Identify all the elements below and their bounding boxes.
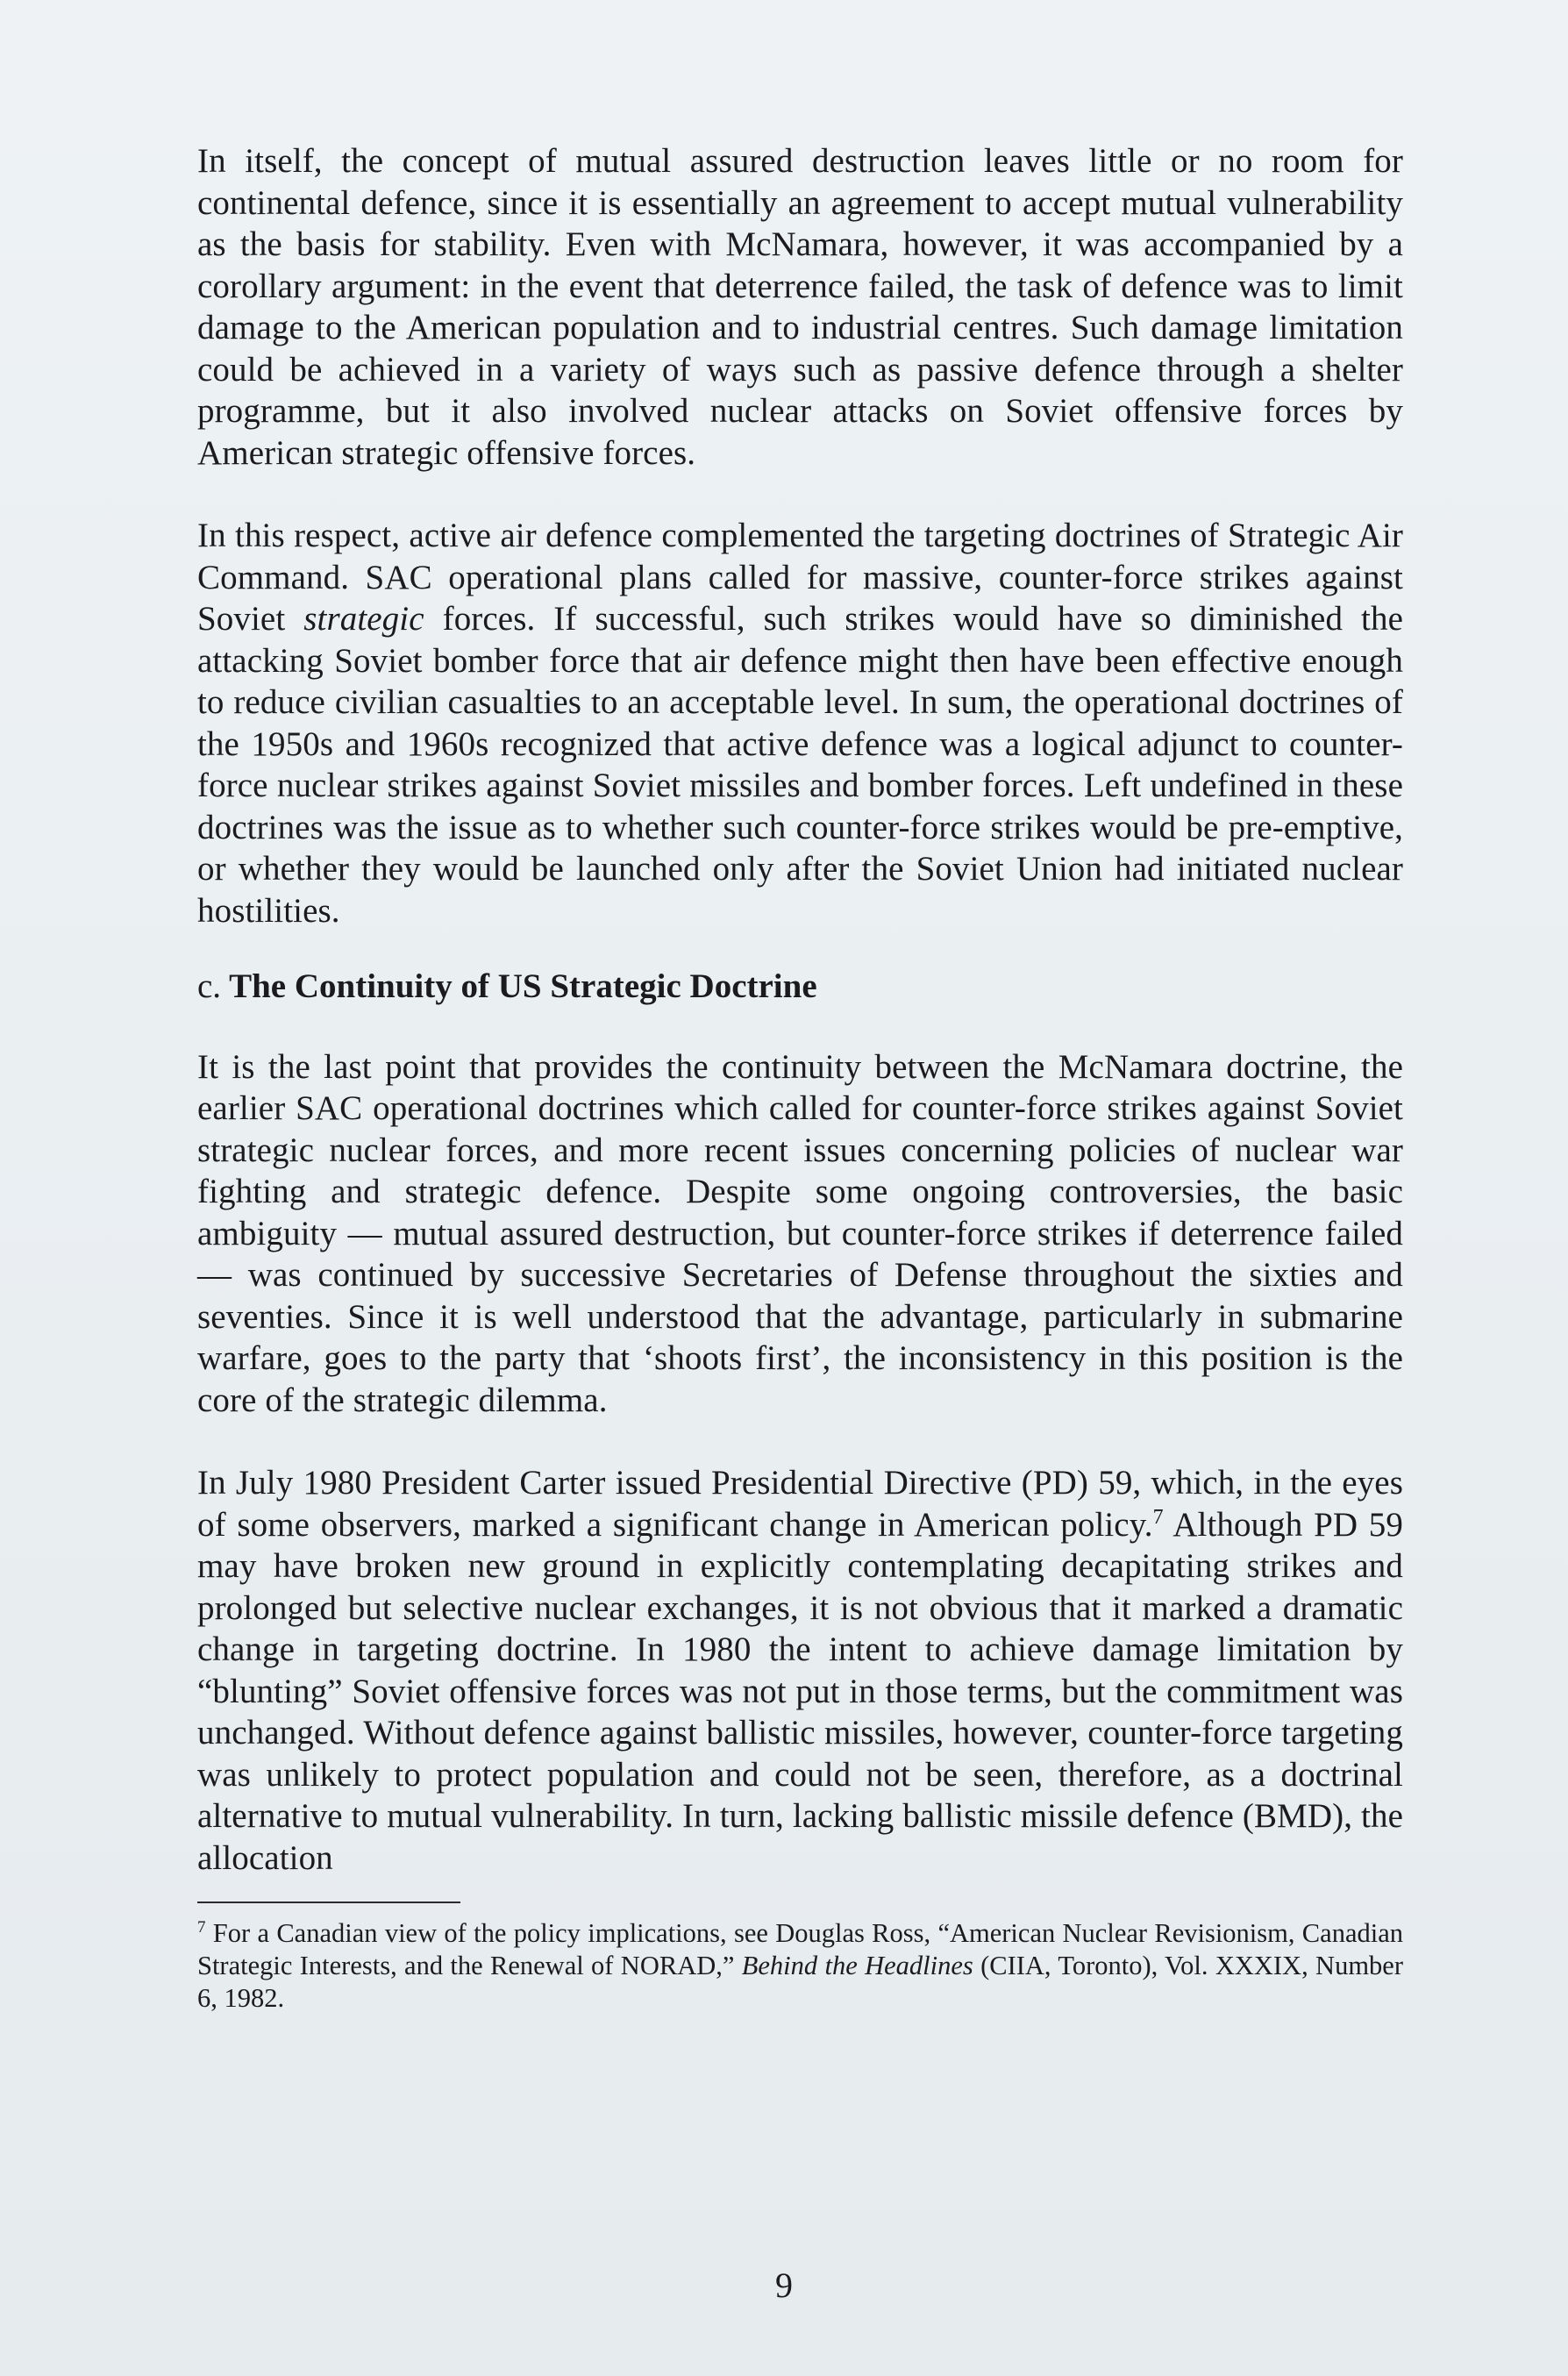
paragraph-text: Although PD 59 may have broken new ground in explicitly contemplating decapitating strikes and prolonged but selective nuclear exchanges, it is not obvious that it marked a dramatic change in targeting doctrine. In 1980 the intent to achieve damage limitation by “blunting” Soviet offensive forces was not put in those terms, but the commitment was unchanged. Without defence against ballistic missiles, however, counter-force targeting was unlikely to protect population and could not be seen, therefore, as a doctrinal alternative to mutual vulnerability. In turn, lacking ballistic missile defence (BMD), the allocation (197, 1505, 1403, 1877)
footnote-7 (197, 1917, 1403, 2015)
paragraph-text: In itself, the concept of mutual assured destruction leaves little or no room for continental defence, since it is essentially an agreement to accept mutual vulnerability as the basis for stability. Even with McNamara, however, it was accompanied by a corollary argument: in the event that deterrence failed, the task of defence was to limit damage to the American population and to industrial centres. Such damage limitation could be achieved in a variety of ways such as passive defence through a shelter programme, but it also involved nuclear attacks on Soviet offensive forces by American strategic offensive forces. (197, 142, 1403, 472)
footnote-reference: 7 (1152, 1505, 1164, 1529)
section-heading (197, 966, 1403, 1008)
paragraph-text: In this respect, active air defence complemented the targeting doctrines of Strategic Air Command. SAC operational plans called for massive, counter-force strikes against Soviet (197, 517, 1403, 638)
paragraph-active-air-defence (197, 515, 1403, 931)
paragraph-mutual-assured-destruction (197, 140, 1403, 474)
paragraph-pd-59 (197, 1462, 1403, 1879)
text-column (197, 140, 1403, 2015)
footnote-text: For a Canadian view of the policy implications, see Douglas Ross, “American Nuclear Revisionism, Canadian Strategic Interests, and the Renewal of NORAD,” (197, 1918, 1403, 1980)
paragraph-text: In July 1980 President Carter issued Presidential Directive (PD) 59, which, in the eyes of some observers, marked a significant change in American policy. (197, 1464, 1403, 1544)
footnote-text: (CIIA, Toronto), Vol. XXXIX, Number 6, 1982. (197, 1951, 1403, 2013)
emphasis-strategic: strategic (303, 600, 424, 638)
footnote-title-emphasis: Behind the Headlines (741, 1951, 973, 1980)
footnote-divider (197, 1902, 460, 1903)
section-title: The Continuity of US Strategic Doctrine (229, 967, 817, 1005)
paragraph-text: forces. If successful, such strikes would have so diminished the attacking Soviet bomber force that air defence might then have been effective enough to reduce civilian casualties to an acceptable level. In sum, the operational doctrines of the 1950s and 1960s recognized that active defence was a logical adjunct to counter-force nuclear strikes against Soviet missiles and bomber forces. Left undefined in these doctrines was the issue as to whether such counter-force strikes would be pre-emptive, or whether they would be launched only after the Soviet Union had initiated nuclear hostilities. (197, 600, 1403, 930)
paragraph-text: It is the last point that provides the continuity between the McNamara doctrine, the earlier SAC operational doctrines which called for counter-force strikes against Soviet strategic nuclear forces, and more recent issues concerning policies of nuclear war fighting and strategic defence. Despite some ongoing controversies, the basic ambiguity — mutual assured destruction, but counter-force strikes if deterrence failed — was continued by successive Secretaries of Defense throughout the sixties and seventies. Since it is well understood that the advantage, particularly in submarine warfare, goes to the party that ‘shoots first’, the inconsistency in this position is the core of the strategic dilemma. (197, 1047, 1403, 1419)
section-letter: c. (197, 967, 222, 1005)
page-number: 9 (775, 2265, 793, 2305)
footnote-number: 7 (197, 1917, 206, 1937)
paragraph-continuity (197, 1046, 1403, 1422)
